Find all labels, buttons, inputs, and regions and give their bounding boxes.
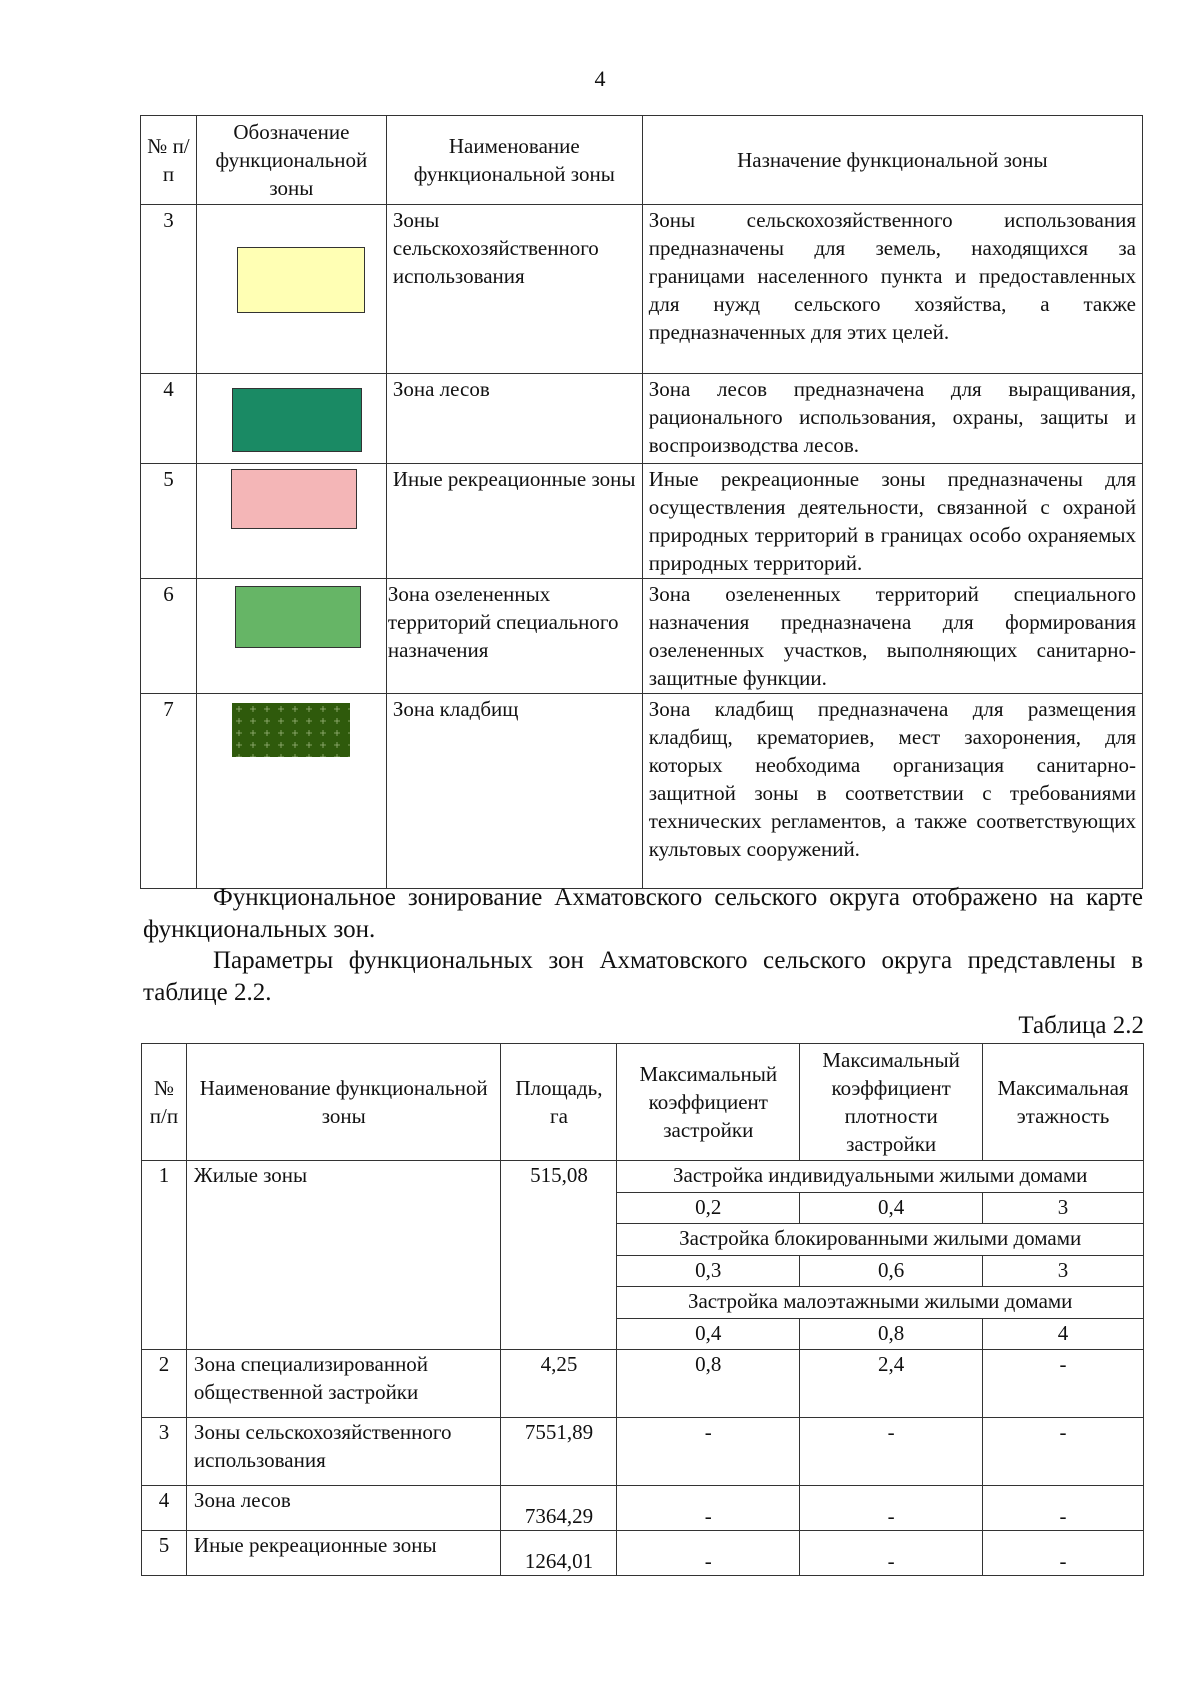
group-title: Застройка индивидуальными жилыми домами <box>617 1161 1144 1193</box>
zone-designation <box>196 374 386 464</box>
zone-name: Жилые зоны <box>186 1161 501 1350</box>
header-purpose: Назначение функциональной зоны <box>642 116 1142 205</box>
zone-name: Зона лесов <box>186 1486 501 1531</box>
zone-name: Зона озелененных территорий специального назначения <box>386 579 642 694</box>
group-title: Застройка блокированными жилыми домами <box>617 1224 1144 1256</box>
max-density: 0,8 <box>800 1319 983 1350</box>
params-table <box>141 1043 1144 1576</box>
zones-table-header <box>141 116 1143 205</box>
zone-name: Иные рекреационные зоны <box>386 464 642 579</box>
zone-name: Зона лесов <box>386 374 642 464</box>
zone-description: Зона озелененных территорий специального назначения предназначена для формирования озелененных участков, выполняющих санитарно-защитные функции. <box>642 579 1142 694</box>
max-coverage: 0,2 <box>617 1193 800 1224</box>
max-coverage: - <box>617 1486 800 1531</box>
zone-area: 7551,89 <box>501 1418 617 1486</box>
header-max-floors: Максимальная этажность <box>983 1044 1144 1161</box>
row-num: 3 <box>141 205 197 374</box>
zone-swatch-forest <box>232 388 362 452</box>
zone-swatch-recreation <box>231 469 357 529</box>
max-density: - <box>800 1531 983 1576</box>
zone-name: Иные рекреационные зоны <box>186 1531 501 1576</box>
table-row <box>142 1350 1144 1418</box>
row-num: 5 <box>142 1531 187 1576</box>
max-floors: - <box>983 1486 1144 1531</box>
zone-designation <box>196 205 386 374</box>
row-num: 5 <box>141 464 197 579</box>
zone-name: Зона кладбищ <box>386 694 642 889</box>
table-caption: Таблица 2.2 <box>1018 1012 1144 1039</box>
row-num: 4 <box>142 1486 187 1531</box>
table-row <box>141 694 1143 889</box>
table-row <box>141 374 1143 464</box>
max-coverage: 0,4 <box>617 1319 800 1350</box>
zone-name: Зоны сельскохозяйственного использования <box>186 1418 501 1486</box>
max-floors: 3 <box>983 1193 1144 1224</box>
max-density: - <box>800 1418 983 1486</box>
table-row <box>141 205 1143 374</box>
max-density: 0,6 <box>800 1256 983 1287</box>
header-max-coverage: Максимальный коэффициент застройки <box>617 1044 800 1161</box>
max-coverage: - <box>617 1531 800 1576</box>
header-designation: Обозначение функциональной зоны <box>196 116 386 205</box>
page-number: 4 <box>594 66 606 91</box>
zone-description: Зона кладбищ предназначена для размещения кладбищ, крематориев, мест захоронения, для которых необходима организация санитарно-защитной зоны в соответствии с требованиями технических регламентов, а также соответствующих культовых сооружений. <box>642 694 1142 889</box>
header-name: Наименование функциональной зоны <box>386 116 642 205</box>
zone-designation <box>196 579 386 694</box>
max-density: - <box>800 1486 983 1531</box>
zone-description: Зона лесов предназначена для выращивания, рационального использования, охраны, защиты и воспроизводства лесов. <box>642 374 1142 464</box>
zone-swatch-cemetery <box>232 703 350 757</box>
table-row <box>142 1418 1144 1486</box>
header-zone-name: Наименование функциональной зоны <box>186 1044 501 1161</box>
group-title: Застройка малоэтажными жилыми домами <box>617 1287 1144 1319</box>
paragraph-zoning: Функциональное зонирование Ахматовского сельского округа отображено на карте функциональных зон. <box>143 884 1143 943</box>
row-num: 3 <box>142 1418 187 1486</box>
table-row <box>142 1531 1144 1576</box>
table-row <box>141 464 1143 579</box>
table-row <box>142 1161 1144 1193</box>
zone-description: Иные рекреационные зоны предназначены для осуществления деятельности, связанной с охраной природных территорий в границах особо охраняемых природных территорий. <box>642 464 1142 579</box>
row-num: 1 <box>142 1161 187 1350</box>
max-floors: - <box>983 1350 1144 1418</box>
zone-swatch-agricultural <box>237 247 365 313</box>
zone-description: Зоны сельскохозяйственного использования предназначены для земель, находящихся за границами населенного пункта и предоставленных для нужд сельского хозяйства, а также предназначенных для этих целей. <box>642 205 1142 374</box>
zone-area: 7364,29 <box>501 1486 617 1531</box>
row-num: 7 <box>141 694 197 889</box>
zone-swatch-green-special <box>235 586 361 648</box>
zone-area: 1264,01 <box>501 1531 617 1576</box>
zone-name: Зона специализированной общественной застройки <box>186 1350 501 1418</box>
max-floors: 3 <box>983 1256 1144 1287</box>
zone-name: Зоны сельскохозяйственного использования <box>386 205 642 374</box>
max-density: 2,4 <box>800 1350 983 1418</box>
zones-table <box>140 115 1143 889</box>
header-num: № п/п <box>141 116 197 205</box>
max-floors: - <box>983 1531 1144 1576</box>
header-area: Площадь, га <box>501 1044 617 1161</box>
row-num: 4 <box>141 374 197 464</box>
paragraph-parameters: Параметры функциональных зон Ахматовского сельского округа представлены в таблице 2.2. <box>143 947 1143 1006</box>
max-coverage: 0,3 <box>617 1256 800 1287</box>
params-table-header <box>142 1044 1144 1161</box>
zone-area: 4,25 <box>501 1350 617 1418</box>
header-num: № п/п <box>142 1044 187 1161</box>
max-floors: 4 <box>983 1319 1144 1350</box>
zone-area: 515,08 <box>501 1161 617 1350</box>
max-floors: - <box>983 1418 1144 1486</box>
table-row <box>141 579 1143 694</box>
zone-designation <box>196 694 386 889</box>
max-density: 0,4 <box>800 1193 983 1224</box>
row-num: 6 <box>141 579 197 694</box>
max-coverage: - <box>617 1418 800 1486</box>
zone-designation <box>196 464 386 579</box>
header-max-density: Максимальный коэффициент плотности застройки <box>800 1044 983 1161</box>
row-num: 2 <box>142 1350 187 1418</box>
table-row <box>142 1486 1144 1531</box>
max-coverage: 0,8 <box>617 1350 800 1418</box>
